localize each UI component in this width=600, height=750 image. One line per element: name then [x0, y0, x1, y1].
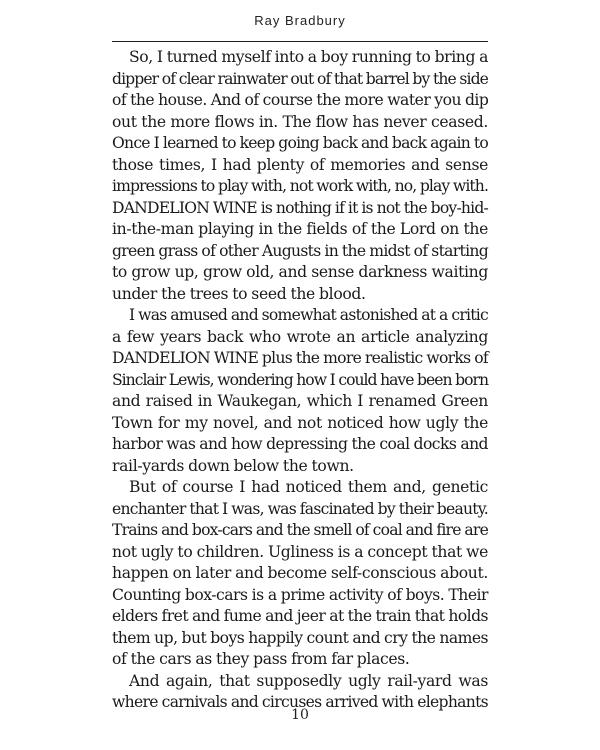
text-line: DANDELION WINE is nothing if it is not the boy-hid-: [112, 198, 488, 217]
text-line: But of course I had noticed them and, genetic: [129, 478, 488, 496]
text-line: under the trees to seed the blood.: [112, 284, 366, 303]
text-line: dipper of clear rainwater out of that barrel by the side: [112, 69, 488, 88]
text-line: where carnivals and circuses arrived with elephants: [112, 693, 488, 711]
text-line: harbor was and how depressing the coal docks and: [112, 435, 488, 453]
text-line: of the cars as they pass from far places.: [112, 650, 410, 668]
text-line: DANDELION WINE plus the more realistic works of: [112, 349, 488, 367]
text-line: them up, but boys happily count and cry the names: [112, 628, 488, 647]
text-line: impressions to play with, not work with, no, play with.: [112, 177, 488, 195]
body-text: [112, 47, 488, 714]
text-line: green grass of other Augusts in the midst of starting: [112, 241, 488, 260]
text-line: rail-yards down below the town.: [112, 456, 354, 475]
header-rule: [112, 41, 488, 42]
text-line: Once I learned to keep going back and back again to: [112, 134, 488, 152]
text-line: elders fret and fume and jeer at the train that holds: [112, 607, 488, 625]
text-line: Counting box-cars is a prime activity of boys. Their: [112, 585, 488, 604]
text-line: enchanter that I was, was fascinated by their beauty.: [112, 499, 488, 518]
text-line: a few years back who wrote an article analyzing: [112, 327, 488, 346]
text-line: to grow up, grow old, and sense darkness waiting: [112, 263, 488, 281]
text-line: not ugly to children. Ugliness is a concept that we: [112, 542, 488, 561]
text-line: happen on later and become self-conscious about.: [112, 564, 488, 582]
text-line: those times, I had plenty of memories and sense: [112, 155, 488, 174]
text-line: Trains and box-cars and the smell of coal and fire are: [112, 521, 488, 539]
text-line: and raised in Waukegan, which I renamed Green: [112, 392, 488, 410]
text-line: of the house. And of course the more water you dip: [112, 91, 489, 109]
text-line: in-the-man playing in the fields of the Lord on the: [112, 220, 488, 238]
text-line: out the more flows in. The flow has never ceased.: [112, 112, 488, 131]
text-line: So, I turned myself into a boy running to bring a: [129, 48, 488, 66]
text-line: And again, that supposedly ugly rail-yard was: [129, 671, 488, 690]
text-line: I was amused and somewhat astonished at a critic: [129, 306, 488, 324]
running-head: Ray Bradbury: [254, 13, 346, 28]
text-line: Sinclair Lewis, wondering how I could have been born: [112, 370, 488, 389]
page-number: 10: [291, 707, 309, 723]
text-line: Town for my novel, and not noticed how ugly the: [112, 413, 488, 432]
